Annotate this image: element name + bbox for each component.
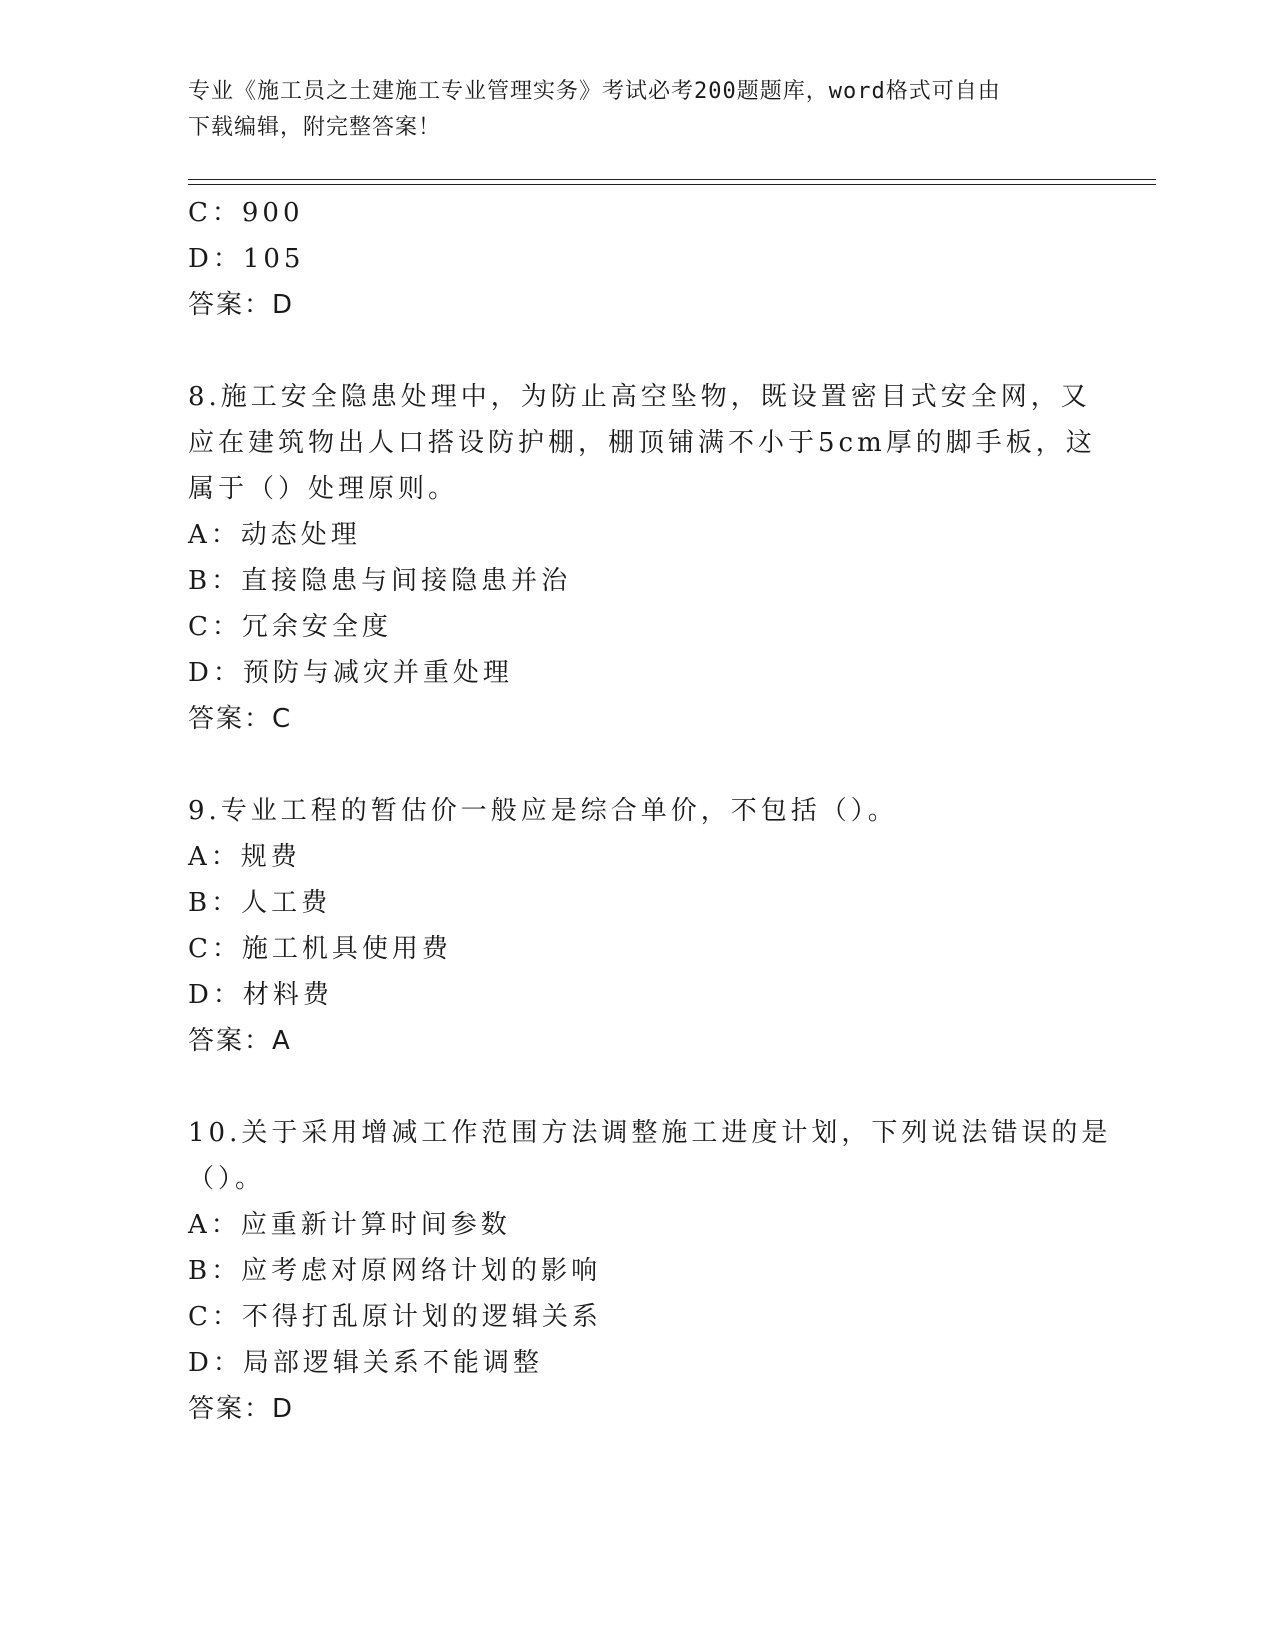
question-text-line: 9.专业工程的暂估价一般应是综合单价，不包括（）。 bbox=[188, 796, 898, 826]
header-line-1: 专业《施工员之土建施工专业管理实务》考试必考200题题库，word格式可自由 bbox=[188, 79, 1001, 104]
option-c: C：冗余安全度 bbox=[188, 612, 392, 642]
question-text-line: 8.施工安全隐患处理中，为防止高空坠物，既设置密目式安全网，又 bbox=[188, 382, 1091, 412]
question-9 bbox=[188, 788, 1088, 1064]
option-b: B：人工费 bbox=[188, 888, 332, 918]
question-8 bbox=[188, 374, 1096, 742]
document-header bbox=[188, 74, 1088, 146]
answer-line: 答案：D bbox=[188, 1394, 295, 1424]
header-divider-top bbox=[188, 179, 1156, 180]
question-text-line: （）。 bbox=[188, 1164, 266, 1194]
option-c: C：施工机具使用费 bbox=[188, 934, 452, 964]
question-7-tail bbox=[188, 190, 1088, 328]
option-a: A：应重新计算时间参数 bbox=[188, 1210, 511, 1240]
option-d: D：材料费 bbox=[188, 980, 333, 1010]
answer-line: 答案：C bbox=[188, 704, 293, 734]
question-text-line: 应在建筑物出人口搭设防护棚，棚顶铺满不小于5cm厚的脚手板，这 bbox=[188, 428, 1096, 458]
option-b: B：直接隐患与间接隐患并治 bbox=[188, 566, 572, 596]
answer-line: 答案：D bbox=[188, 290, 295, 320]
option-a: A：规费 bbox=[188, 842, 301, 872]
option-d: D：预防与减灾并重处理 bbox=[188, 658, 513, 688]
question-10 bbox=[188, 1110, 1112, 1432]
header-line-2: 下载编辑，附完整答案！ bbox=[188, 115, 442, 140]
question-list bbox=[188, 190, 1112, 1432]
option-c: C：不得打乱原计划的逻辑关系 bbox=[188, 1302, 602, 1332]
question-text-line: 属于（）处理原则。 bbox=[188, 474, 459, 504]
answer-line: 答案：A bbox=[188, 1026, 292, 1056]
question-text-line: 10.关于采用增减工作范围方法调整施工进度计划，下列说法错误的是 bbox=[188, 1118, 1112, 1148]
header-divider-bottom bbox=[188, 184, 1156, 185]
option-d: D：105 bbox=[188, 244, 305, 274]
spacer bbox=[188, 1064, 1088, 1110]
option-b: B：应考虑对原网络计划的影响 bbox=[188, 1256, 602, 1286]
spacer bbox=[188, 742, 1088, 788]
spacer bbox=[188, 328, 1088, 374]
option-d: D：局部逻辑关系不能调整 bbox=[188, 1348, 543, 1378]
option-a: A：动态处理 bbox=[188, 520, 361, 550]
option-c: C：900 bbox=[188, 198, 304, 228]
